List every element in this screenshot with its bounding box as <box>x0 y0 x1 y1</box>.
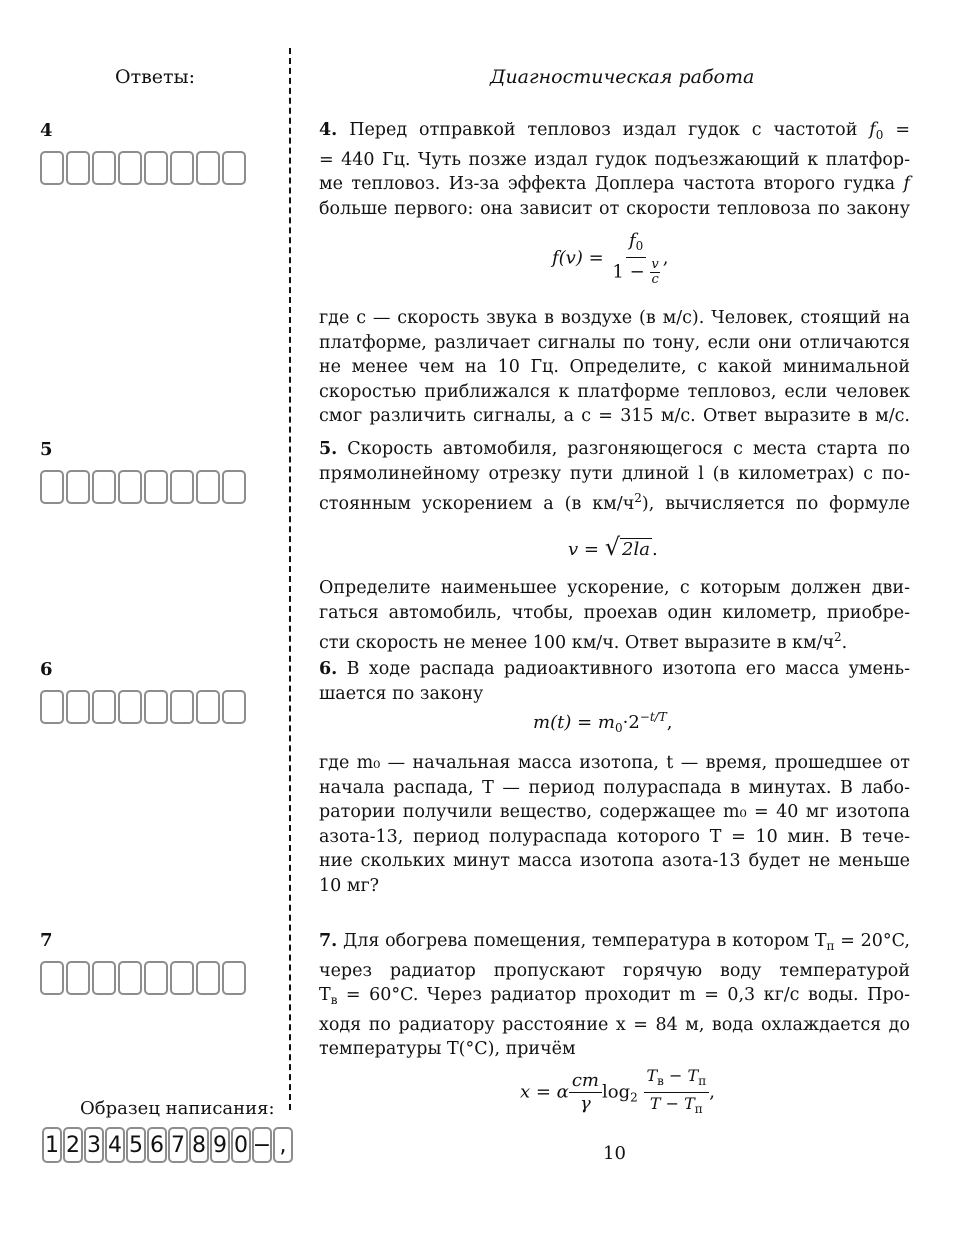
answers-header: Ответы: <box>115 66 196 88</box>
answer-cell[interactable] <box>222 151 246 185</box>
sup: 2 <box>634 491 642 506</box>
text-line: платформе, различает сигналы по тону, если они отличаются <box>319 332 910 353</box>
sample-cell: 5 <box>126 1127 146 1163</box>
sample-cell: 8 <box>189 1127 209 1163</box>
answer-boxes-6[interactable] <box>40 690 246 724</box>
lhs: v = <box>568 539 599 560</box>
answer-cell[interactable] <box>118 690 142 724</box>
answer-cell[interactable] <box>196 151 220 185</box>
den: T − T <box>649 1094 695 1113</box>
answer-cell[interactable] <box>144 690 168 724</box>
answer-cell[interactable] <box>170 151 194 185</box>
sub: 0 <box>875 128 884 142</box>
lhs: x = α <box>520 1081 569 1103</box>
answer-cell[interactable] <box>66 470 90 504</box>
tail: , <box>709 1081 715 1103</box>
text: . <box>841 633 848 654</box>
page-number: 10 <box>603 1143 626 1164</box>
answer-cell[interactable] <box>196 961 220 995</box>
tail: , <box>662 247 669 269</box>
text-line: температуры T(°C), причём <box>319 1039 576 1060</box>
answer-boxes-5[interactable] <box>40 470 246 504</box>
mid: ·2 <box>622 712 640 733</box>
sqrt-sign: √ <box>604 533 621 561</box>
answer-cell[interactable] <box>92 961 116 995</box>
var: f <box>869 120 876 140</box>
answer-cell[interactable] <box>66 151 90 185</box>
num: T <box>646 1066 658 1085</box>
text-line: через радиатор пропускают горячую воду температурой <box>319 960 910 981</box>
text-line: стоянным ускорением a (в км/ч <box>319 494 635 515</box>
sample-cell: 9 <box>210 1127 230 1163</box>
answer-cell[interactable] <box>170 961 194 995</box>
text-line: Скорость автомобиля, разгоняющегося с места старта по <box>337 439 910 459</box>
text-line: = 440 Гц. Чуть позже издал гудок подъезжающий к платфор- <box>319 149 910 170</box>
answer-label-5: 5 <box>40 439 53 460</box>
problem-5 <box>319 437 910 517</box>
den: 1 − <box>612 261 645 283</box>
text-line: начала распада, T — период полураспада в минутах. В лабо- <box>319 777 910 798</box>
var: f <box>903 174 910 195</box>
sample-cell: , <box>273 1127 293 1163</box>
text-line: где c — скорость звука в воздухе (в м/с). Человек, стоящий на <box>319 308 910 328</box>
answer-cell[interactable] <box>92 470 116 504</box>
sample-digits <box>42 1127 293 1163</box>
text-line: прямолинейному отрезку пути длиной l (в километрах) с по- <box>319 463 910 484</box>
sample-cell: 0 <box>231 1127 251 1163</box>
answer-label-6: 6 <box>40 659 53 680</box>
answer-label-7: 7 <box>40 930 53 951</box>
text-line: сти скорость не менее 100 км/ч. Ответ выразите в км/ч <box>319 633 835 654</box>
answer-boxes-7[interactable] <box>40 961 246 995</box>
problem-6-cont <box>319 751 910 899</box>
sub: 0 <box>635 239 644 253</box>
answer-cell[interactable] <box>144 961 168 995</box>
cut-line <box>289 48 291 1110</box>
num: cm <box>569 1070 602 1093</box>
sub: 0 <box>614 721 623 735</box>
text-line: ходя по радиатору расстояние x = 84 м, вода охлаждается до <box>319 1014 910 1035</box>
answer-cell[interactable] <box>40 470 64 504</box>
sample-cell: 6 <box>147 1127 167 1163</box>
sub: 2 <box>630 1090 638 1105</box>
text-line: скоростью приближался к платформе тепловоз, если человек <box>319 381 910 402</box>
sub: в <box>657 1074 664 1088</box>
radicand: 2la <box>622 539 650 560</box>
formula-radiator <box>520 1065 715 1120</box>
log: log <box>602 1081 631 1103</box>
answer-label-4: 4 <box>40 120 53 141</box>
sample-cell: 7 <box>168 1127 188 1163</box>
problem-4-cont <box>319 306 910 429</box>
text-line: где m₀ — начальная масса изотопа, t — время, прошедшее от <box>319 753 910 773</box>
tail: , <box>666 712 673 733</box>
answer-cell[interactable] <box>222 961 246 995</box>
text: = 60°C. Через радиатор проходит m = 0,3 кг/с воды. Про- <box>337 985 910 1006</box>
tail: . <box>651 539 658 560</box>
lhs: f(v) = <box>552 247 604 269</box>
problem-4 <box>319 118 910 221</box>
sample-cell: 2 <box>63 1127 83 1163</box>
sub: в <box>330 993 338 1008</box>
answer-cell[interactable] <box>170 470 194 504</box>
problem-6 <box>319 657 910 706</box>
text-line: ратории получили вещество, содержащее m₀ = 40 мг изотопа <box>319 802 910 823</box>
text: = 20°C, <box>834 931 910 951</box>
text-line: смог различить сигналы, а c = 315 м/с. Ответ выразите в м/с. <box>319 406 910 427</box>
num: v <box>651 257 659 272</box>
formula-doppler <box>552 230 669 287</box>
num: − T <box>663 1066 699 1085</box>
answer-cell[interactable] <box>40 151 64 185</box>
text-line: T <box>319 985 331 1006</box>
answer-cell[interactable] <box>40 690 64 724</box>
answer-cell[interactable] <box>118 961 142 995</box>
exp: −t/T <box>639 710 667 724</box>
den: c <box>651 272 659 287</box>
answer-cell[interactable] <box>222 690 246 724</box>
text-line: Определите наименьшее ускорение, с которым должен дви- <box>319 578 910 598</box>
sample-label: Образец написания: <box>80 1098 275 1119</box>
text-line: больше первого: она зависит от скорости тепловоза по закону <box>319 198 910 219</box>
fraction <box>569 1070 602 1115</box>
text-line: Перед отправкой тепловоз издал гудок с частотой <box>337 120 870 140</box>
sub: п <box>698 1074 707 1088</box>
answer-cell[interactable] <box>66 961 90 995</box>
text-line: Для обогрева помещения, температура в котором T <box>337 931 827 951</box>
fraction <box>609 230 662 287</box>
sub: п <box>694 1102 703 1116</box>
text-line: ние скольких минут масса изотопа азота-13 будет не меньше <box>319 851 910 872</box>
answer-boxes-4[interactable] <box>40 151 246 185</box>
text-line: В ходе распада радиоактивного изотопа его масса умень- <box>337 659 910 679</box>
answer-cell[interactable] <box>196 690 220 724</box>
answer-cell[interactable] <box>118 151 142 185</box>
sub: п <box>826 939 835 953</box>
answer-cell[interactable] <box>66 690 90 724</box>
answer-cell[interactable] <box>222 470 246 504</box>
answer-cell[interactable] <box>144 470 168 504</box>
sup: 2 <box>834 630 842 645</box>
problem-number: 7. <box>319 931 338 951</box>
den: γ <box>580 1093 591 1114</box>
answer-cell[interactable] <box>118 470 142 504</box>
sample-cell: 1 <box>42 1127 62 1163</box>
text-line: шается по закону <box>319 683 484 704</box>
answer-cell[interactable] <box>196 470 220 504</box>
sample-cell: 3 <box>84 1127 104 1163</box>
answer-cell[interactable] <box>170 690 194 724</box>
problem-number: 4. <box>319 120 338 140</box>
sample-cell: − <box>252 1127 272 1163</box>
text: = <box>883 120 910 140</box>
answer-cell[interactable] <box>92 690 116 724</box>
problem-number: 5. <box>319 439 338 459</box>
problem-7 <box>319 929 910 1062</box>
work-title: Диагностическая работа <box>490 66 755 88</box>
num: f <box>628 230 636 251</box>
sample-cell: 4 <box>105 1127 125 1163</box>
problem-5-cont <box>319 576 910 656</box>
answer-cell[interactable] <box>144 151 168 185</box>
problem-number: 6. <box>319 659 338 679</box>
text-line: азота-13, период полураспада которого T = 10 мин. В тече- <box>319 826 910 847</box>
text-line: ме тепловоз. Из-за эффекта Доплера частота второго гудка <box>319 174 904 195</box>
fraction <box>644 1065 710 1120</box>
answer-cell[interactable] <box>40 961 64 995</box>
text-line: гаться автомобиль, чтобы, проехав один километр, приобре- <box>319 602 910 623</box>
text-line: 10 мг? <box>319 875 379 896</box>
text-line: не менее чем на 10 Гц. Определите, с какой минимальной <box>319 357 910 378</box>
lhs: m(t) = m <box>533 712 615 733</box>
formula-speed <box>568 533 658 561</box>
answer-cell[interactable] <box>92 151 116 185</box>
formula-decay <box>533 710 672 735</box>
text: ), вычисляется по формуле <box>641 494 910 515</box>
